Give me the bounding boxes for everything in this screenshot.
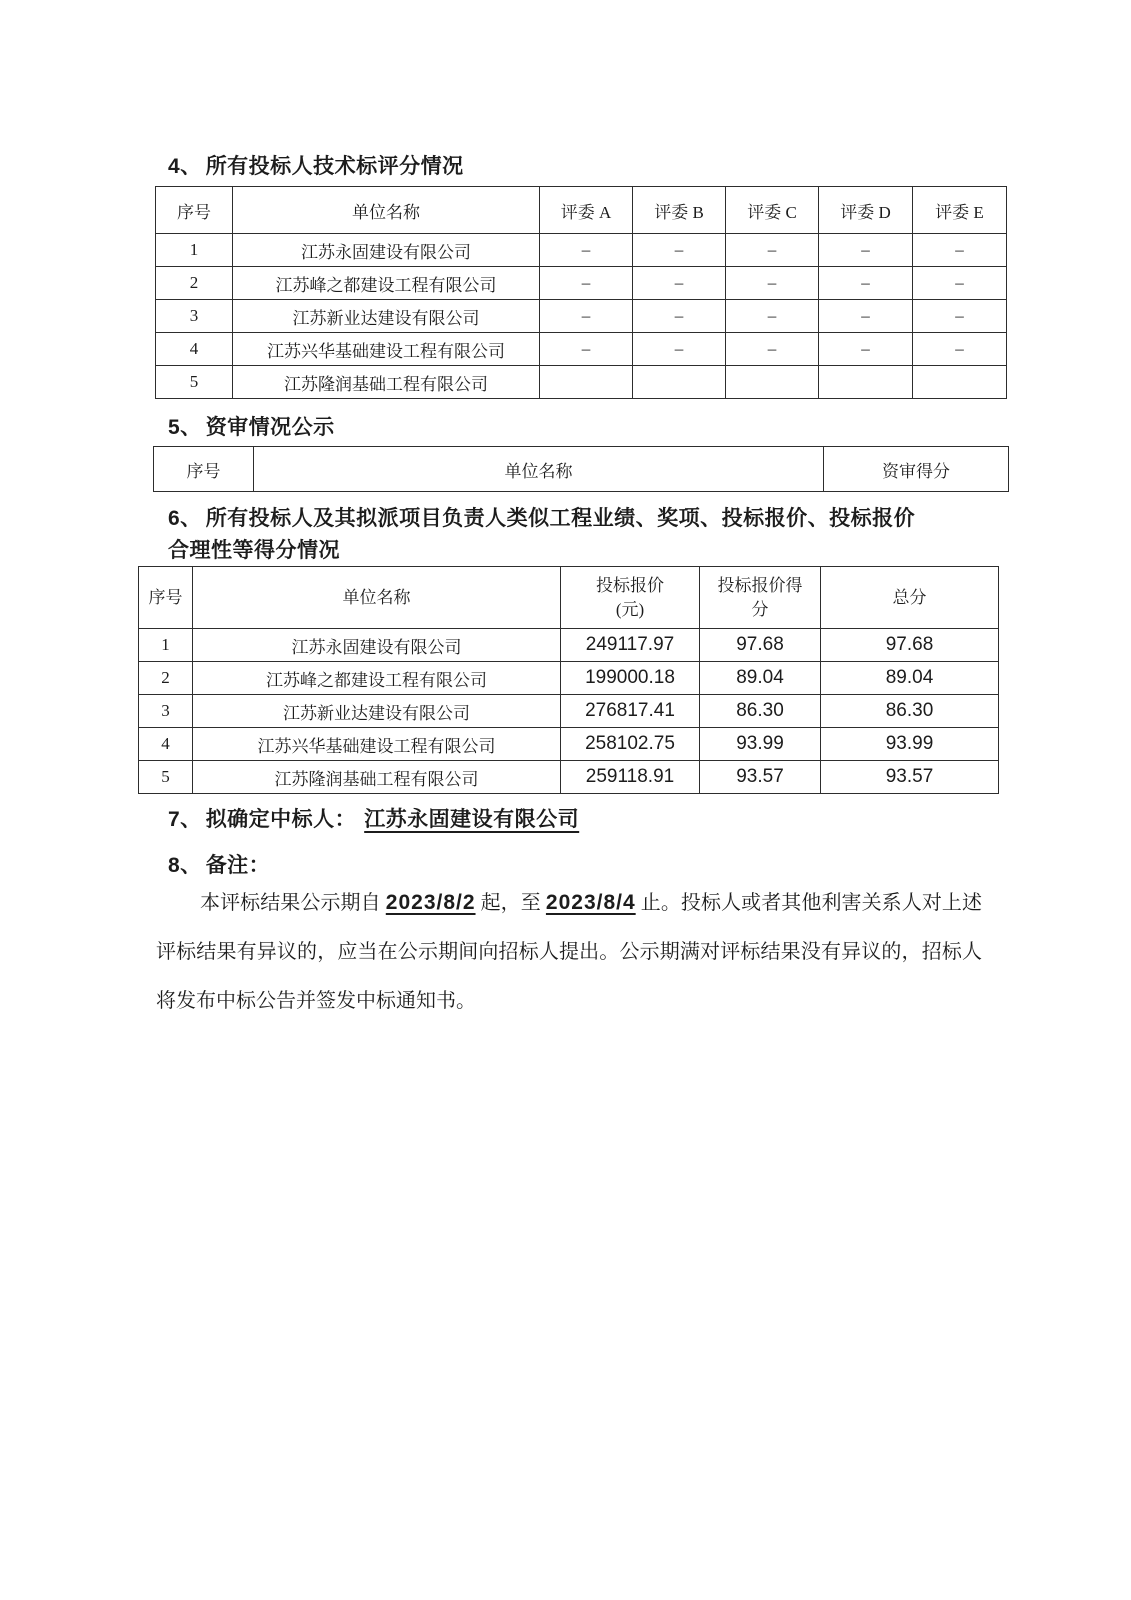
bid-price-cell: 276817.41 (561, 695, 700, 728)
header-cell-price-score (700, 567, 821, 629)
total-score-cell: 93.57 (821, 761, 999, 794)
header-cell-judge-b: 评委 B (633, 187, 726, 234)
company-name-cell: 江苏兴华基础建设工程有限公司 (233, 333, 540, 366)
winner-company-name: 江苏永固建设有限公司 (364, 807, 580, 831)
table-row (156, 234, 1007, 267)
bid-price-cell: 249117.97 (561, 629, 700, 662)
company-name-cell: 江苏隆润基础工程有限公司 (193, 761, 561, 794)
header-price-score-line2: 分 (751, 599, 769, 619)
score-cell: – (726, 333, 819, 366)
header-cell-serial: 序号 (154, 447, 254, 492)
score-cell (540, 366, 633, 399)
company-name-cell: 江苏隆润基础工程有限公司 (233, 366, 540, 399)
header-cell-qual-score: 资审得分 (824, 447, 1009, 492)
header-cell-company: 单位名称 (193, 567, 561, 629)
publicity-end-date: 2023/8/4 (545, 891, 636, 914)
score-cell (633, 366, 726, 399)
serial-cell: 4 (139, 728, 193, 761)
score-cell (913, 366, 1007, 399)
price-score-cell: 97.68 (700, 629, 821, 662)
header-cell-judge-c: 评委 C (726, 187, 819, 234)
bid-price-cell: 259118.91 (561, 761, 700, 794)
score-cell (819, 366, 913, 399)
qualification-table (153, 446, 1009, 492)
score-cell: – (913, 234, 1007, 267)
price-score-cell: 86.30 (700, 695, 821, 728)
bid-price-score-table (138, 566, 999, 794)
table-row (139, 728, 999, 761)
company-name-cell: 江苏峰之都建设工程有限公司 (193, 662, 561, 695)
score-cell: – (633, 333, 726, 366)
section6-title-line1: 所有投标人及其拟派项目负责人类似工程业绩、奖项、投标报价、投标报价 (205, 507, 916, 530)
section4-number: 4、 (168, 155, 202, 178)
header-cell-judge-e: 评委 E (913, 187, 1007, 234)
publicity-start-date: 2023/8/2 (385, 891, 476, 914)
score-cell: – (726, 267, 819, 300)
score-cell: – (540, 300, 633, 333)
table-row (139, 629, 999, 662)
header-bid-price-line2: (元) (615, 599, 645, 619)
score-cell: – (633, 234, 726, 267)
table-row (156, 333, 1007, 366)
section6-heading (168, 503, 968, 567)
price-score-cell: 93.99 (700, 728, 821, 761)
score-cell: – (540, 234, 633, 267)
serial-cell: 4 (156, 333, 233, 366)
header-cell-company: 单位名称 (254, 447, 824, 492)
section7-number: 7、 (168, 808, 202, 831)
table-row (156, 300, 1007, 333)
table-header-row (154, 447, 1009, 492)
serial-cell: 2 (139, 662, 193, 695)
score-cell: – (633, 267, 726, 300)
note-text: 本评标结果公示期自 (200, 892, 386, 914)
score-cell: – (913, 300, 1007, 333)
score-cell: – (913, 267, 1007, 300)
serial-cell: 2 (156, 267, 233, 300)
tech-score-table (155, 186, 1007, 399)
section5-number: 5、 (168, 416, 202, 439)
score-cell: – (913, 333, 1007, 366)
header-cell-total-score: 总分 (821, 567, 999, 629)
serial-cell: 3 (139, 695, 193, 728)
serial-cell: 5 (139, 761, 193, 794)
table-row (156, 267, 1007, 300)
score-cell: – (819, 333, 913, 366)
score-cell: – (819, 234, 913, 267)
score-cell: – (633, 300, 726, 333)
section8-title: 备注： (205, 854, 271, 877)
company-name-cell: 江苏新业达建设有限公司 (233, 300, 540, 333)
header-cell-bid-price (561, 567, 700, 629)
table-header-row (139, 567, 999, 629)
score-cell: – (819, 300, 913, 333)
table-row (139, 662, 999, 695)
section7-heading (168, 803, 579, 833)
total-score-cell: 89.04 (821, 662, 999, 695)
total-score-cell: 86.30 (821, 695, 999, 728)
section6-number: 6、 (168, 507, 202, 530)
serial-cell: 1 (156, 234, 233, 267)
bid-price-cell: 199000.18 (561, 662, 700, 695)
score-cell (726, 366, 819, 399)
score-cell: – (726, 300, 819, 333)
score-cell: – (540, 267, 633, 300)
note-text: 起，至 (475, 892, 546, 914)
section8-number: 8、 (168, 854, 202, 877)
header-cell-serial: 序号 (139, 567, 193, 629)
section6-title-line2: 合理性等得分情况 (168, 539, 340, 562)
section4-title: 所有投标人技术标评分情况 (205, 155, 464, 178)
table-header-row (156, 187, 1007, 234)
remark-paragraph (156, 878, 982, 1026)
section5-heading (168, 411, 335, 441)
serial-cell: 1 (139, 629, 193, 662)
serial-cell: 3 (156, 300, 233, 333)
score-cell: – (540, 333, 633, 366)
bid-price-cell: 258102.75 (561, 728, 700, 761)
company-name-cell: 江苏峰之都建设工程有限公司 (233, 267, 540, 300)
table-row (139, 695, 999, 728)
section7-label: 拟确定中标人： (205, 808, 357, 831)
company-name-cell: 江苏永固建设有限公司 (193, 629, 561, 662)
table-row (139, 761, 999, 794)
note-text: 止。投标人或者其他利害关系人对上述评标结果有异议的，应当在公示期间向招标人提出。公示期满对评标结果没有异议的，招标人将发布中标公告并签发中标通知书。 (156, 892, 982, 1012)
price-score-cell: 89.04 (700, 662, 821, 695)
total-score-cell: 93.99 (821, 728, 999, 761)
score-cell: – (819, 267, 913, 300)
score-cell: – (726, 234, 819, 267)
company-name-cell: 江苏新业达建设有限公司 (193, 695, 561, 728)
header-cell-judge-a: 评委 A (540, 187, 633, 234)
header-price-score-line1: 投标报价得 (717, 575, 803, 595)
section8-heading (168, 849, 270, 879)
header-cell-company: 单位名称 (233, 187, 540, 234)
company-name-cell: 江苏永固建设有限公司 (233, 234, 540, 267)
header-cell-judge-d: 评委 D (819, 187, 913, 234)
price-score-cell: 93.57 (700, 761, 821, 794)
serial-cell: 5 (156, 366, 233, 399)
company-name-cell: 江苏兴华基础建设工程有限公司 (193, 728, 561, 761)
header-cell-serial: 序号 (156, 187, 233, 234)
section5-title: 资审情况公示 (205, 416, 335, 439)
header-bid-price-line1: 投标报价 (596, 575, 664, 595)
total-score-cell: 97.68 (821, 629, 999, 662)
table-row (156, 366, 1007, 399)
section4-heading (168, 150, 464, 180)
